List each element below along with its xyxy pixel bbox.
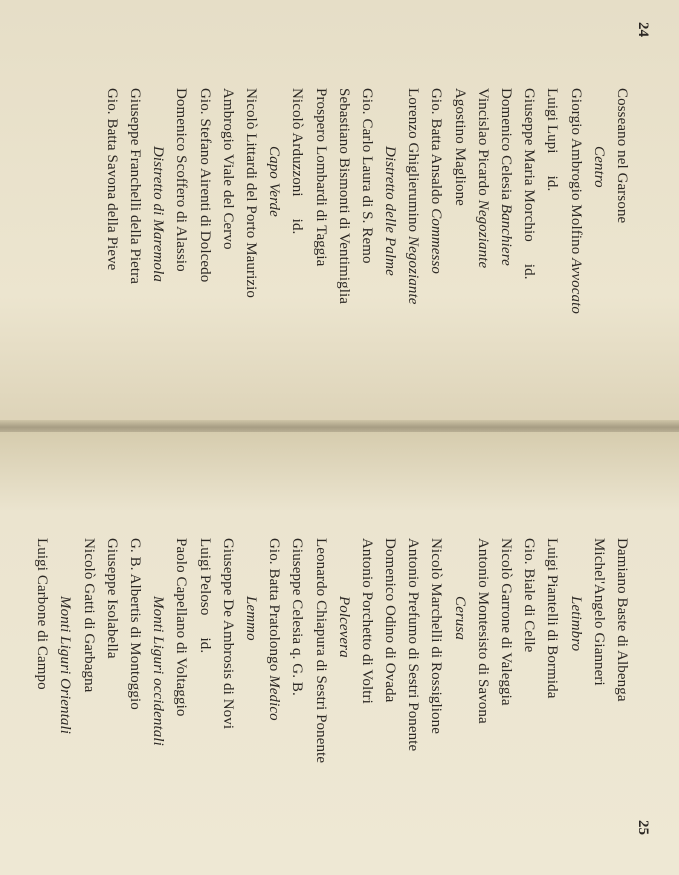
entry-text: Luigi Carbone di Campo [34,538,51,690]
entry-text: Prospero Lombardi di Taggia [312,88,329,267]
right-page-text [30,538,633,763]
left-page-text [100,88,633,314]
entry-text: Nicolò Marchelli di Rossiglione [428,538,445,734]
name-entry [77,538,100,763]
name-entry [448,88,471,314]
entry-text: Giuseppe Celesia q. G. B. [289,538,306,696]
entry-text: Giorgio Ambrogio Molfino [567,88,584,259]
occupation-label: Medico [266,675,283,721]
entry-text: Antonio Porchetto di Voltri [358,538,375,704]
entry-text: Paolo Capellano di Voltaggio [173,538,190,717]
name-entry [216,88,239,314]
entry-text: Giuseppe De Ambrosis di Novi [219,538,236,730]
entry-text: Nicolò Arduzzoni [289,88,306,197]
section-heading [53,538,76,763]
entry-text: G. B. Albertis di Montoggio [127,538,144,710]
name-entry [471,88,494,314]
entry-text: Antonio Prefumo di Sestri Ponente [405,538,422,752]
entry-text: Domenico Scoffero di Alassio [173,88,190,272]
name-entry [308,538,331,763]
name-entry [169,88,192,314]
entry-text: Domenico Odino di Ovada [382,538,399,703]
occupation-label: Commesso [428,208,445,275]
name-entry [587,538,610,763]
section-heading [448,538,471,763]
occupation-label: Negoziante [474,199,491,269]
name-entry [563,88,586,314]
name-entry [401,88,424,314]
entry-text: Vincislao Picardo [474,88,491,200]
name-entry [355,88,378,314]
entry-text: Monti Liguri Orientali [57,596,74,735]
name-entry [123,538,146,763]
entry-text: Polcevera [335,596,352,658]
entry-text: Lorenzo Ghiglierumino [405,88,422,236]
section-heading [563,538,586,763]
entry-text: Gio. Carlo Laura di S. Remo [358,88,375,264]
section-heading [587,88,610,314]
occupation-label: Banchiere [498,203,515,266]
entry-text: Lemmo [243,596,259,641]
name-entry [610,538,633,763]
entry-text: Gio. Batta Savona della Pieve [103,88,120,271]
occupation-label: Avvocato [567,258,584,314]
entry-text: Cosseano nel Garsone [614,88,630,224]
entry-text: Gio. Batta Pratolongo [266,538,283,676]
section-heading [262,88,285,314]
entry-text: Gio. Batta Ansaldo [428,88,445,209]
left-page-number: 24 [635,22,651,37]
entry-text: Centro [590,146,607,188]
name-entry [123,88,146,314]
section-heading [239,538,262,763]
entry-text: Antonio Montesisto di Savona [474,538,491,724]
name-entry [517,538,540,763]
name-entry [424,538,447,763]
entry-text: Gio. Biale di Celle [521,538,538,653]
entry-text: Luigi Piantelli di Bormida [544,538,561,699]
entry-text: Damiano Baste di Albenga [614,538,630,702]
entry-text: Capo Verde [266,146,283,217]
entry-text: Domenico Celesia [498,88,515,204]
name-entry [355,538,378,763]
name-entry [471,538,494,763]
name-entry [332,88,355,314]
name-entry [30,538,53,763]
right-page-number: 25 [635,820,651,835]
entry-text: Gio. Stefano Airenti di Dolcedo [196,88,213,283]
section-heading [146,538,169,763]
name-entry [192,88,215,314]
entry-text: Agostino Maglione [451,88,468,206]
name-entry [285,538,308,763]
entry-text: Giuseppe Isolabella [103,538,120,659]
entry-text: Sebastiano Bismonti di Ventimiglia [335,88,352,305]
entry-text: Nicolò Littardi del Porto Maurizio [243,88,259,299]
entry-text: Nicolò Gatti di Garbagna [80,538,97,693]
name-entry [192,538,215,763]
name-entry [378,538,401,763]
entry-text: Letimbro [567,596,584,652]
name-entry [401,538,424,763]
name-entry [285,88,308,314]
idem-mark: id. [196,637,213,654]
name-entry [424,88,447,314]
idem-mark: id. [289,218,306,235]
entry-text: Giuseppe Franchelli della Pietra [127,88,144,285]
entry-text: Leonardo Chiapura di Sestri Ponente [312,538,329,764]
name-entry [610,88,633,314]
entry-text: Distretto delle Palme [382,146,399,276]
entry-text: Monti Liguri occidentali [150,596,167,746]
name-entry [517,88,540,314]
section-heading [378,88,401,314]
name-entry [308,88,331,314]
name-entry [540,88,563,314]
entry-text: Giuseppe Maria Morchio [521,88,538,242]
name-entry [216,538,239,763]
name-entry [494,88,517,314]
name-entry [100,538,123,763]
section-heading [146,88,169,314]
name-entry [494,538,517,763]
idem-mark: id. [544,175,561,192]
entry-text: Nicolò Garrone di Valeggia [498,538,515,706]
entry-text: Distretto di Maremola [150,146,167,282]
section-heading [332,538,355,763]
entry-text: Cerusa [451,596,468,640]
name-entry [239,88,262,314]
entry-text: Luigi Peloso [196,538,213,616]
occupation-label: Negoziante [405,236,422,305]
name-entry [540,538,563,763]
idem-mark: id. [521,263,538,280]
name-entry [169,538,192,763]
entry-text: Michel'Angelo Gianneri [590,538,607,686]
entry-text: Ambrogio Viale del Cervo [219,88,236,250]
entry-text: Luigi Lupi [544,88,561,154]
name-entry [100,88,123,314]
name-entry [262,538,285,763]
